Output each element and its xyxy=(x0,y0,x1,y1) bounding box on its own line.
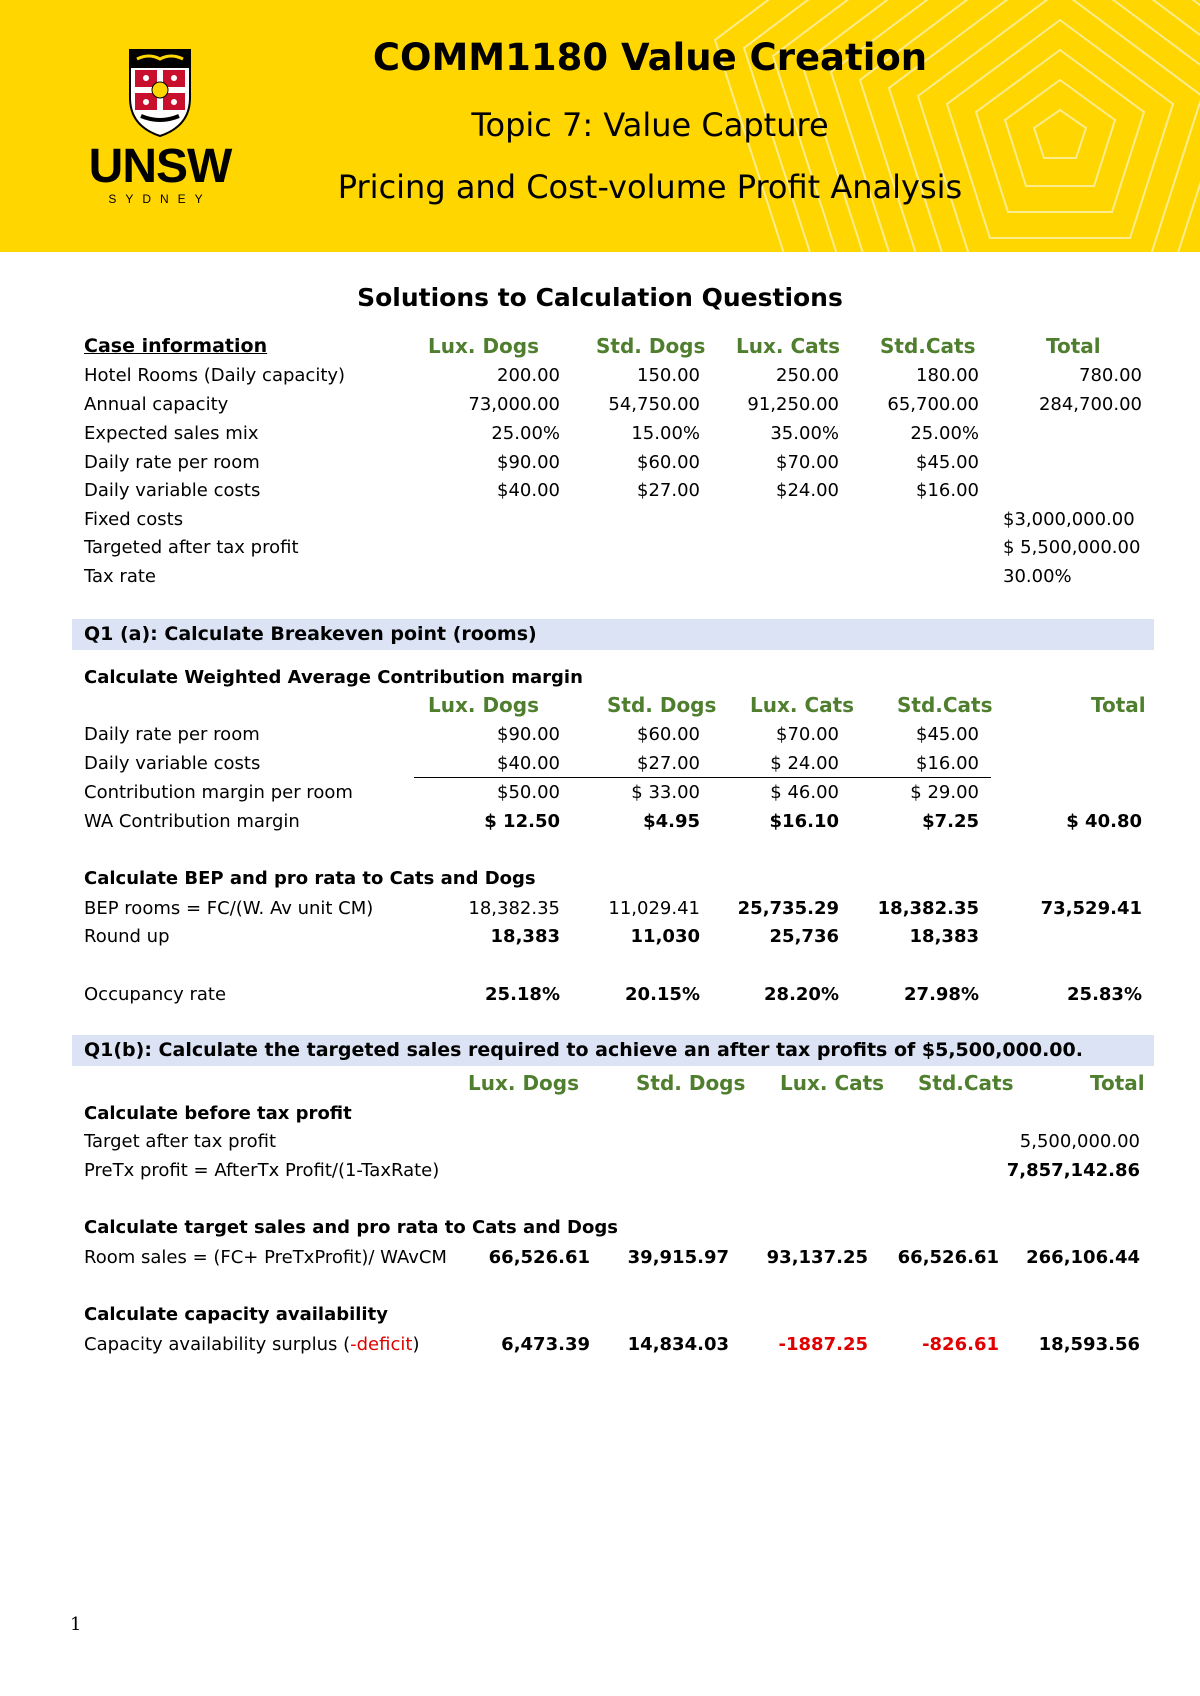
wacm-row-value: $50.00 xyxy=(497,782,560,803)
q1b-heading: Q1(b): Calculate the targeted sales required to achieve an after tax profits of $5,500,000.00. xyxy=(84,1039,1083,1061)
case-row-value: 15.00% xyxy=(631,423,700,444)
wacm-row-value: $40.00 xyxy=(497,753,560,774)
room-sales-value: 66,526.61 xyxy=(488,1247,590,1268)
bep-row-value: 18,382.35 xyxy=(877,898,979,919)
case-row-value: 150.00 xyxy=(637,365,700,386)
wacm-row-label: Contribution margin per room xyxy=(84,782,353,803)
occupancy-value: 20.15% xyxy=(625,984,700,1005)
capacity-label-text: Capacity availability surplus ( xyxy=(84,1334,351,1355)
btp-row-value: 5,500,000.00 xyxy=(1019,1131,1140,1152)
room-sales-value: 39,915.97 xyxy=(627,1247,729,1268)
case-row-label: Annual capacity xyxy=(84,394,229,415)
q1b-col-lux-cats: Lux. Cats xyxy=(780,1071,885,1095)
case-row-value: $40.00 xyxy=(497,480,560,501)
topic-title: Topic 7: Value Capture xyxy=(471,106,829,144)
case-row-value: $ 5,500,000.00 xyxy=(1003,537,1141,558)
q1a-col-total: Total xyxy=(1091,693,1146,717)
case-row-value: 25.00% xyxy=(910,423,979,444)
subtotal-rule xyxy=(414,777,991,778)
bep-heading: Calculate BEP and pro rata to Cats and Dogs xyxy=(84,868,536,889)
capacity-label-close: ) xyxy=(412,1334,420,1355)
case-row-value: 30.00% xyxy=(1003,566,1072,587)
capacity-heading: Calculate capacity availability xyxy=(84,1304,388,1325)
document-title: Solutions to Calculation Questions xyxy=(357,283,843,312)
case-row-label: Daily variable costs xyxy=(84,480,261,501)
wacm-row-value: $16.10 xyxy=(769,811,839,832)
deficit-label: -deficit xyxy=(350,1334,413,1355)
case-row-value: $45.00 xyxy=(916,452,979,473)
col-header-std-cats: Std.Cats xyxy=(880,334,976,358)
col-header-lux-cats: Lux. Cats xyxy=(736,334,841,358)
wacm-row-value: $60.00 xyxy=(637,724,700,745)
col-header-lux-dogs: Lux. Dogs xyxy=(428,334,540,358)
case-row-label: Fixed costs xyxy=(84,509,184,530)
q1b-col-std-cats: Std.Cats xyxy=(918,1071,1014,1095)
case-row-value: $24.00 xyxy=(776,480,839,501)
case-row-label: Tax rate xyxy=(84,566,156,587)
case-row-value: 180.00 xyxy=(916,365,979,386)
bep-row-value: 73,529.41 xyxy=(1040,898,1142,919)
case-information-heading: Case information xyxy=(84,335,268,357)
wacm-row-value: $ 12.50 xyxy=(484,811,560,832)
btp-heading: Calculate before tax profit xyxy=(84,1103,352,1124)
target-sales-heading: Calculate target sales and pro rata to Cats and Dogs xyxy=(84,1217,618,1238)
case-row-value: $90.00 xyxy=(497,452,560,473)
occupancy-value: 25.83% xyxy=(1067,984,1142,1005)
room-sales-value: 93,137.25 xyxy=(766,1247,868,1268)
wacm-row-value: $4.95 xyxy=(643,811,700,832)
case-row-value: 284,700.00 xyxy=(1038,394,1142,415)
sydney-wordmark: SYDNEY xyxy=(108,192,212,206)
course-title: COMM1180 Value Creation xyxy=(372,36,928,79)
q1a-col-std-dogs: Std. Dogs xyxy=(607,693,717,717)
q1b-col-total: Total xyxy=(1090,1071,1145,1095)
bep-row-value: 18,382.35 xyxy=(468,898,560,919)
wacm-row-value: $45.00 xyxy=(916,724,979,745)
capacity-label xyxy=(84,1334,419,1356)
case-row-label: Hotel Rooms (Daily capacity) xyxy=(84,365,346,386)
occupancy-value: 25.18% xyxy=(485,984,560,1005)
col-header-total: Total xyxy=(1046,334,1101,358)
wacm-row-label: Daily rate per room xyxy=(84,724,260,745)
case-row-value: $27.00 xyxy=(637,480,700,501)
btp-row-label: PreTx profit = AfterTx Profit/(1-TaxRate) xyxy=(84,1160,440,1181)
case-row-label: Targeted after tax profit xyxy=(84,537,299,558)
topic-subtitle: Pricing and Cost-volume Profit Analysis xyxy=(337,168,963,206)
wacm-row-value: $ 40.80 xyxy=(1066,811,1142,832)
wacm-row-value: $ 29.00 xyxy=(910,782,979,803)
bep-row-value: 25,736 xyxy=(769,926,839,947)
room-sales-value: 266,106.44 xyxy=(1026,1247,1140,1268)
wacm-row-value: $70.00 xyxy=(776,724,839,745)
q1b-col-std-dogs: Std. Dogs xyxy=(636,1071,746,1095)
q1b-col-lux-dogs: Lux. Dogs xyxy=(468,1071,580,1095)
occupancy-label: Occupancy rate xyxy=(84,984,227,1005)
case-row-value: $70.00 xyxy=(776,452,839,473)
wacm-row-value: $27.00 xyxy=(637,753,700,774)
bep-row-value: 18,383 xyxy=(490,926,560,947)
occupancy-value: 28.20% xyxy=(764,984,839,1005)
capacity-value: 18,593.56 xyxy=(1038,1334,1140,1355)
capacity-value: 14,834.03 xyxy=(627,1334,729,1355)
capacity-value: -826.61 xyxy=(922,1334,999,1355)
bep-row-label: Round up xyxy=(84,926,170,947)
capacity-value: -1887.25 xyxy=(778,1334,868,1355)
room-sales-label: Room sales = (FC+ PreTxProfit)/ WAvCM xyxy=(84,1247,447,1268)
col-header-std-dogs: Std. Dogs xyxy=(596,334,706,358)
wacm-row-label: WA Contribution margin xyxy=(84,811,300,832)
unsw-wordmark: UNSW xyxy=(88,140,232,193)
wacm-row-value: $7.25 xyxy=(922,811,979,832)
bep-row-value: 11,030 xyxy=(630,926,700,947)
case-row-value: 73,000.00 xyxy=(468,394,560,415)
q1a-col-lux-cats: Lux. Cats xyxy=(750,693,855,717)
header-banner xyxy=(0,0,1200,252)
wacm-heading: Calculate Weighted Average Contribution margin xyxy=(84,667,583,688)
case-row-value: 250.00 xyxy=(776,365,839,386)
case-row-value: 35.00% xyxy=(770,423,839,444)
case-row-value: 25.00% xyxy=(491,423,560,444)
bep-row-value: 25,735.29 xyxy=(737,898,839,919)
q1a-col-std-cats: Std.Cats xyxy=(897,693,993,717)
wacm-row-value: $16.00 xyxy=(916,753,979,774)
unsw-crest-icon xyxy=(127,48,193,138)
bep-row-value: 18,383 xyxy=(909,926,979,947)
occupancy-value: 27.98% xyxy=(904,984,979,1005)
q1a-heading: Q1 (a): Calculate Breakeven point (rooms) xyxy=(84,623,537,645)
case-row-value: $60.00 xyxy=(637,452,700,473)
case-row-value: 200.00 xyxy=(497,365,560,386)
q1a-col-lux-dogs: Lux. Dogs xyxy=(428,693,540,717)
case-row-value: 54,750.00 xyxy=(608,394,700,415)
case-row-value: $3,000,000.00 xyxy=(1003,509,1135,530)
case-row-value: $16.00 xyxy=(916,480,979,501)
wacm-row-value: $ 24.00 xyxy=(770,753,839,774)
page-number: 1 xyxy=(70,1614,82,1635)
wacm-row-value: $ 33.00 xyxy=(631,782,700,803)
case-row-label: Daily rate per room xyxy=(84,452,260,473)
case-row-value: 780.00 xyxy=(1079,365,1142,386)
btp-row-value: 7,857,142.86 xyxy=(1006,1160,1140,1181)
capacity-value: 6,473.39 xyxy=(501,1334,590,1355)
btp-row-label: Target after tax profit xyxy=(84,1131,277,1152)
bep-row-label: BEP rooms = FC/(W. Av unit CM) xyxy=(84,898,374,919)
bep-row-value: 11,029.41 xyxy=(608,898,700,919)
case-row-value: 65,700.00 xyxy=(887,394,979,415)
wacm-row-value: $ 46.00 xyxy=(770,782,839,803)
wacm-row-value: $90.00 xyxy=(497,724,560,745)
case-row-value: 91,250.00 xyxy=(747,394,839,415)
case-row-label: Expected sales mix xyxy=(84,423,259,444)
room-sales-value: 66,526.61 xyxy=(897,1247,999,1268)
wacm-row-label: Daily variable costs xyxy=(84,753,261,774)
